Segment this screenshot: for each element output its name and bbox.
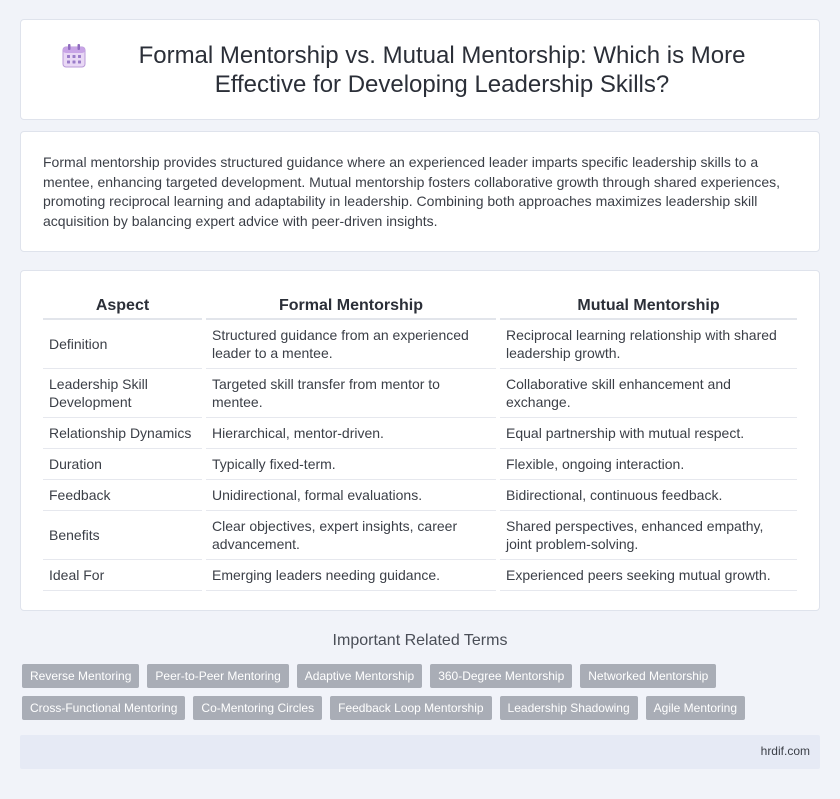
row-formal: Clear objectives, expert insights, career advancement.	[206, 511, 496, 560]
table-row	[43, 480, 797, 511]
tag-adaptive-mentorship[interactable]: Adaptive Mentorship	[297, 664, 422, 688]
row-aspect: Benefits	[43, 511, 202, 560]
table-row	[43, 511, 797, 560]
footer-site[interactable]: hrdif.com	[760, 744, 810, 758]
table-row	[43, 320, 797, 369]
row-mutual: Collaborative skill enhancement and exchange.	[500, 369, 797, 418]
tag-reverse-mentoring[interactable]: Reverse Mentoring	[22, 664, 139, 688]
row-formal: Emerging leaders needing guidance.	[206, 560, 496, 591]
tag-leadership-shadowing[interactable]: Leadership Shadowing	[500, 696, 638, 720]
row-mutual: Shared perspectives, enhanced empathy, joint problem-solving.	[500, 511, 797, 560]
tag-cross-functional-mentoring[interactable]: Cross-Functional Mentoring	[22, 696, 185, 720]
summary-card	[20, 131, 820, 252]
header-mutual: Mutual Mentorship	[500, 293, 797, 320]
tag-networked-mentorship[interactable]: Networked Mentorship	[580, 664, 716, 688]
table-header-row	[43, 293, 797, 320]
row-aspect: Relationship Dynamics	[43, 418, 202, 449]
comparison-card	[20, 270, 820, 611]
row-mutual: Equal partnership with mutual respect.	[500, 418, 797, 449]
header-aspect: Aspect	[43, 293, 202, 320]
page-title: Formal Mentorship vs. Mutual Mentorship: Which is More Effective for Developing Leadership Skills?	[138, 41, 746, 98]
comparison-table	[39, 293, 801, 591]
footer	[20, 735, 820, 769]
row-formal: Structured guidance from an experienced leader to a mentee.	[206, 320, 496, 369]
row-formal: Targeted skill transfer from mentor to mentee.	[206, 369, 496, 418]
row-aspect: Leadership Skill Development	[43, 369, 202, 418]
row-aspect: Definition	[43, 320, 202, 369]
tag-360-degree-mentorship[interactable]: 360-Degree Mentorship	[430, 664, 572, 688]
row-formal: Hierarchical, mentor-driven.	[206, 418, 496, 449]
row-mutual: Experienced peers seeking mutual growth.	[500, 560, 797, 591]
row-mutual: Reciprocal learning relationship with shared leadership growth.	[500, 320, 797, 369]
table-row	[43, 449, 797, 480]
row-mutual: Bidirectional, continuous feedback.	[500, 480, 797, 511]
row-mutual: Flexible, ongoing interaction.	[500, 449, 797, 480]
related-terms-list	[22, 664, 822, 720]
calendar-icon	[61, 43, 87, 69]
row-aspect: Ideal For	[43, 560, 202, 591]
table-row	[43, 418, 797, 449]
row-formal: Typically fixed-term.	[206, 449, 496, 480]
row-aspect: Feedback	[43, 480, 202, 511]
row-formal: Unidirectional, formal evaluations.	[206, 480, 496, 511]
table-row	[43, 560, 797, 591]
related-terms-heading: Important Related Terms	[332, 632, 508, 649]
table-row	[43, 369, 797, 418]
tag-feedback-loop-mentorship[interactable]: Feedback Loop Mentorship	[330, 696, 491, 720]
tag-peer-to-peer-mentoring[interactable]: Peer-to-Peer Mentoring	[147, 664, 288, 688]
summary-text: Formal mentorship provides structured guidance where an experienced leader imparts specific leadership skills to a mentee, enhancing targeted development. Mutual mentorship fosters collaborative growth through shared experiences, promoting reciprocal learning and adaptability in leadership. Combining both approaches maximizes leadership skill acquisition by balancing expert advice with peer-driven insights.	[43, 154, 780, 229]
title-card	[20, 19, 820, 120]
tag-co-mentoring-circles[interactable]: Co-Mentoring Circles	[193, 696, 322, 720]
tag-agile-mentoring[interactable]: Agile Mentoring	[646, 696, 745, 720]
row-aspect: Duration	[43, 449, 202, 480]
header-formal: Formal Mentorship	[206, 293, 496, 320]
